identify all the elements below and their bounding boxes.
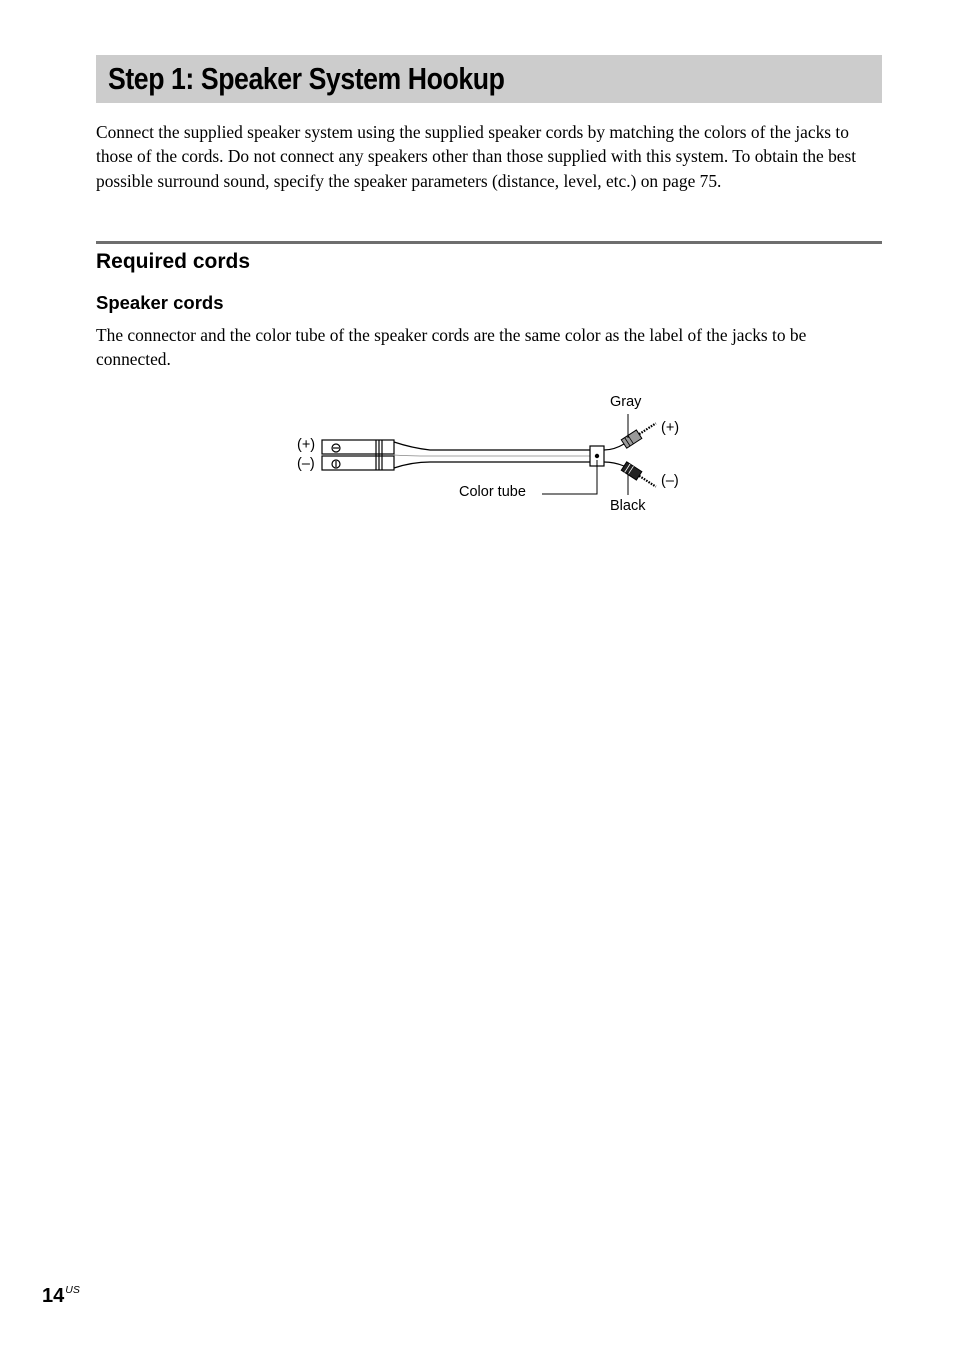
label-color-tube: Color tube: [459, 484, 526, 500]
label-plug-minus: (–): [297, 456, 315, 472]
section-heading: Required cords: [96, 250, 251, 273]
label-plug-plus: (+): [297, 437, 316, 453]
label-wire-plus: (+): [661, 420, 680, 436]
page-title: Step 1: Speaker System Hookup: [108, 61, 505, 96]
intro-paragraph: Connect the supplied speaker system using the supplied speaker cords by matching the colors of the jacks to those of the cords. Do not connect any speakers other than those supplied with this system. To obtain the best possible surround sound, specify the speaker parameters (distance, level, etc.) on page 75.: [96, 122, 857, 191]
speaker-cord-diagram: [0, 0, 954, 560]
gray-terminal: [621, 419, 658, 448]
page-number-suffix: US: [65, 1284, 80, 1296]
label-wire-minus: (–): [661, 473, 679, 489]
label-gray: Gray: [610, 394, 642, 410]
label-black: Black: [610, 498, 646, 514]
black-terminal: [621, 462, 658, 491]
plug-connector: [322, 440, 394, 470]
split-wires: [604, 444, 624, 466]
leader-lines: [542, 414, 628, 495]
subsection-paragraph: The connector and the color tube of the speaker cords are the same color as the label of the jacks to be connected.: [96, 325, 807, 370]
subsection-heading: Speaker cords: [96, 292, 224, 313]
twin-cord: [394, 442, 590, 468]
page-number-value: 14: [42, 1285, 65, 1307]
page-number: [42, 1285, 80, 1308]
